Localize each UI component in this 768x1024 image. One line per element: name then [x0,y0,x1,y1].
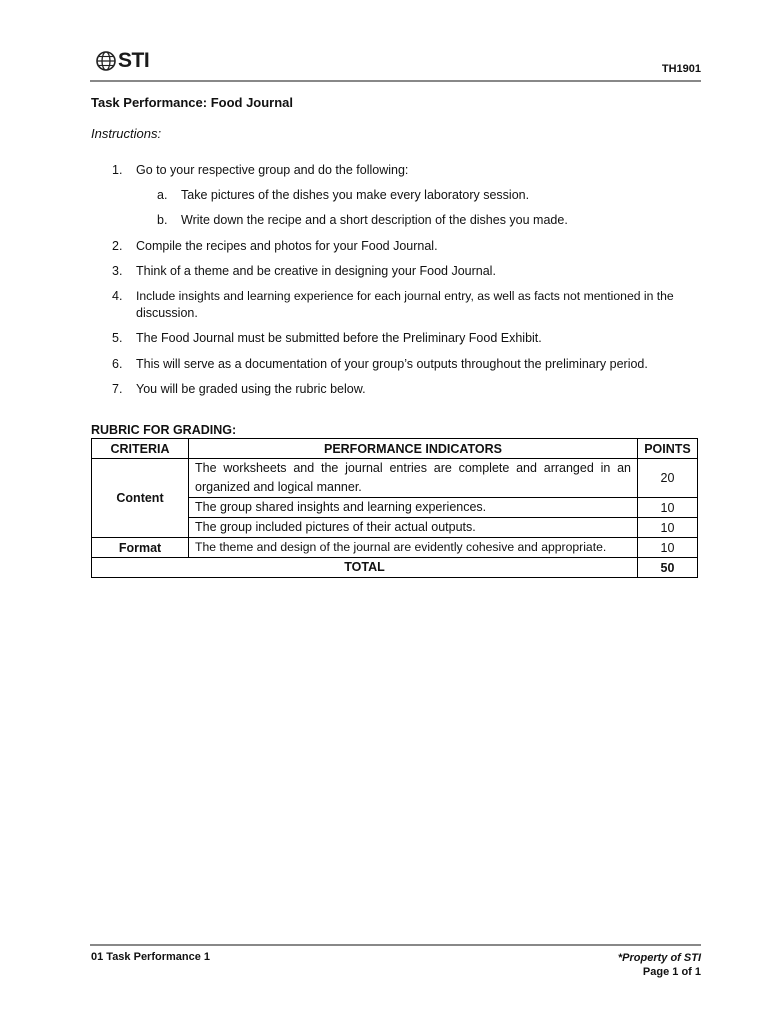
rubric-table [91,438,698,578]
list-item-text: The Food Journal must be submitted before the Preliminary Food Exhibit. [136,331,542,345]
list-item-text: Include insights and learning experience for each journal entry, as well as facts not mentioned in the [136,289,674,303]
list-item-number: 4. [112,289,123,303]
header-divider [90,80,701,82]
list-item-number: 1. [112,163,123,177]
indicator-cell: The worksheets and the journal entries are complete and arranged in an organized and logical manner. [189,459,638,498]
list-item-text: Take pictures of the dishes you make every laboratory session. [181,188,530,202]
sti-logo [96,49,149,73]
table-total-row [92,558,698,578]
column-header-criteria: CRITERIA [92,439,189,459]
list-item-text: Think of a theme and be creative in designing your Food Journal. [136,264,496,278]
table-header-row [92,439,698,459]
column-header-points: POINTS [638,439,698,459]
list-item-text: discussion. [136,306,198,320]
list-item-number: 2. [112,239,123,253]
points-cell: 10 [638,538,698,558]
table-row [92,459,698,498]
rubric-heading: RUBRIC FOR GRADING: [91,423,237,437]
total-label: TOTAL [92,558,638,578]
list-item-number: 7. [112,382,123,396]
instructions-heading: Instructions: [91,126,162,141]
points-cell: 10 [638,498,698,518]
globe-icon [96,51,116,71]
list-item-number: 5. [112,331,123,345]
page-title: Task Performance: Food Journal [91,95,294,110]
document-code: TH1901 [661,63,701,75]
list-item-number: 6. [112,357,123,371]
points-cell: 10 [638,518,698,538]
criteria-content: Content [92,459,189,538]
footer-property: *Property of STI [617,952,701,964]
footer-right [618,951,701,979]
list-item-number: 3. [112,264,123,278]
points-cell: 20 [638,459,698,498]
footer-divider [90,944,701,946]
list-item-text: This will serve as a documentation of your group’s outputs throughout the preliminary period. [136,357,648,371]
list-item-text: You will be graded using the rubric below. [136,382,366,396]
column-header-indicators: PERFORMANCE INDICATORS [189,439,638,459]
footer-page-number: Page 1 of 1 [642,966,701,978]
indicator-cell: The group shared insights and learning experiences. [189,498,638,518]
criteria-format: Format [92,538,189,558]
logo-text: STI [118,49,150,72]
list-item-number: b. [157,213,168,227]
list-item-text: Go to your respective group and do the following: [136,163,409,177]
footer-course: 01 Task Performance 1 [91,951,211,963]
list-item-text: Compile the recipes and photos for your Food Journal. [136,239,438,253]
list-item-number: a. [157,188,168,202]
total-value: 50 [638,558,698,578]
indicator-cell: The theme and design of the journal are evidently cohesive and appropriate. [189,538,638,558]
indicator-cell: The group included pictures of their actual outputs. [189,518,638,538]
table-row [92,538,698,558]
list-item-text: Write down the recipe and a short description of the dishes you made. [181,213,568,227]
